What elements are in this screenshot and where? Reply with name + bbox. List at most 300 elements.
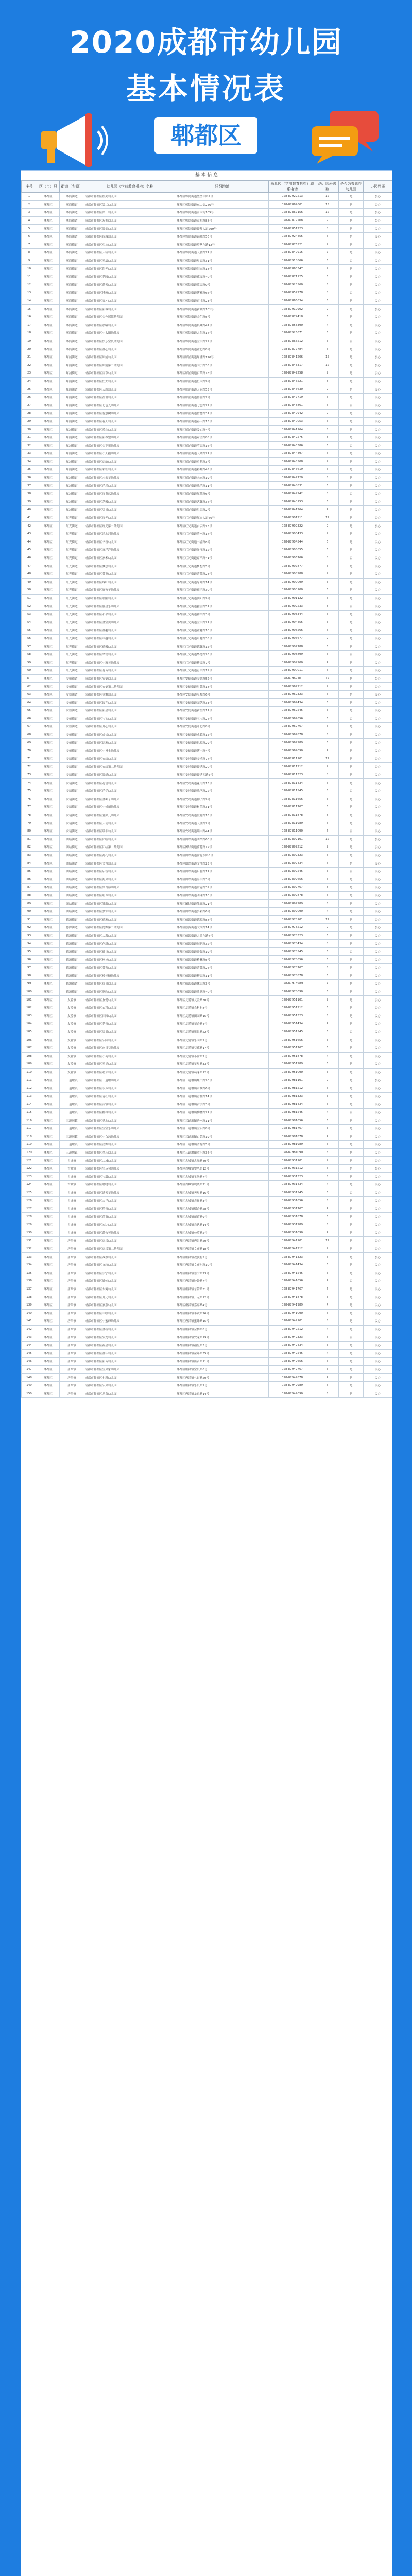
- table-cell: 成都市郫都区花园幼儿园: [84, 273, 176, 281]
- table-cell: 113: [22, 1092, 37, 1100]
- table-cell: 9: [22, 257, 37, 265]
- table-cell: 028-87840153: [269, 498, 316, 506]
- table-row: [22, 618, 392, 626]
- table-row: [22, 755, 392, 763]
- table-cell: 028-87962101: [269, 674, 316, 683]
- table-cell: 犀浦街道: [60, 466, 84, 474]
- table-cell: 郫都区: [37, 1349, 60, 1358]
- table-cell: 红光街道: [60, 530, 84, 538]
- table-cell: 古城镇: [60, 1189, 84, 1197]
- table-cell: 郫都区: [37, 642, 60, 651]
- table-cell: 郫都区三道堰镇青杠路14号: [176, 1092, 269, 1100]
- table-cell: 红光街道: [60, 667, 84, 675]
- table-cell: 成都市郫都区多彩幼儿园: [84, 907, 176, 916]
- table-cell: 郫都区: [37, 489, 60, 498]
- table-cell: 郫都区: [37, 1293, 60, 1301]
- table-cell: 成都市郫都区机关幼儿园: [84, 193, 176, 201]
- table-cell: 唐昌镇: [60, 1309, 84, 1317]
- table-cell: 成都市郫都区龙泉幼儿园: [84, 1389, 176, 1398]
- table-cell: 146: [22, 1358, 37, 1366]
- table-cell: 115: [22, 1108, 37, 1116]
- table-cell: 028-87811878: [269, 811, 316, 819]
- table-row: [22, 707, 392, 715]
- table-cell: 028-87892434: [269, 859, 316, 868]
- table-cell: 028-87900011: [269, 667, 316, 675]
- table-cell: 犀浦街道: [60, 489, 84, 498]
- table-cell: 137: [22, 1285, 37, 1293]
- table-cell: 郫都区安靖街道瑞丰路44号: [176, 827, 269, 835]
- table-cell: 成都市郫都区嘉嘉幼儿园: [84, 1301, 176, 1309]
- table-cell: 028-87892101: [269, 835, 316, 843]
- table-cell: 公办: [364, 514, 392, 522]
- table-cell: 是: [339, 200, 364, 209]
- table-cell: 6: [316, 626, 339, 635]
- table-cell: 是: [339, 884, 364, 892]
- table-cell: 唐昌镇: [60, 1381, 84, 1389]
- table-cell: 郫都区: [37, 586, 60, 595]
- table-cell: 郫都区: [37, 1381, 60, 1389]
- table-cell: 郫都区: [37, 835, 60, 843]
- table-cell: 6: [316, 851, 339, 859]
- table-cell: 民办: [364, 562, 392, 570]
- table-cell: 郫都区: [37, 1189, 60, 1197]
- table-cell: 郫都区: [37, 787, 60, 795]
- table-cell: 028-87931656: [269, 1197, 316, 1205]
- table-cell: 6: [316, 723, 339, 731]
- table-cell: 郫都区唐昌镇开元路12号: [176, 1293, 269, 1301]
- table-cell: 郫都区: [37, 522, 60, 530]
- table-cell: 犀浦街道: [60, 450, 84, 458]
- table-cell: 18: [22, 329, 37, 337]
- table-cell: 是: [339, 1084, 364, 1092]
- table-cell: 成都市郫都区柳林幼儿园: [84, 1108, 176, 1116]
- table-cell: 团结街道: [60, 900, 84, 908]
- table-cell: 民办: [364, 827, 392, 835]
- table-cell: 犀浦街道: [60, 410, 84, 418]
- table-cell: 友爱镇: [60, 996, 84, 1004]
- table-cell: 郫都区: [37, 297, 60, 305]
- table-row: [22, 578, 392, 586]
- table-cell: 成都市郫都区童年幼儿园: [84, 1349, 176, 1358]
- table-cell: 成都市郫都区雏鹰幼儿园: [84, 900, 176, 908]
- table-cell: 郫都区三道堰镇水乡路6号: [176, 1084, 269, 1092]
- table-cell: 郫筒街道: [60, 200, 84, 209]
- table-cell: 是: [339, 345, 364, 353]
- table-cell: 是: [339, 1381, 364, 1389]
- table-cell: 郫都区: [37, 538, 60, 546]
- table-cell: 安靖街道: [60, 827, 84, 835]
- table-cell: 028-87931545: [269, 1189, 316, 1197]
- table-cell: 团结街道: [60, 867, 84, 875]
- table-cell: 028-87962878: [269, 731, 316, 739]
- table-cell: 成都市郫都区常青藤幼儿园: [84, 884, 176, 892]
- table-row: [22, 658, 392, 667]
- table-row: [22, 426, 392, 434]
- table-cell: 107: [22, 1044, 37, 1052]
- table-cell: 郫都区: [37, 1068, 60, 1076]
- table-cell: 郫都区德源街道硅谷路19号: [176, 947, 269, 956]
- table-cell: 39: [22, 498, 37, 506]
- table-row: [22, 811, 392, 819]
- table-cell: 4: [316, 506, 339, 514]
- table-cell: 成都市郫都区丰收幼儿园: [84, 1309, 176, 1317]
- table-cell: 成都市郫都区荷花幼儿园: [84, 851, 176, 859]
- table-cell: 郫都区三道堰镇柳林路27号: [176, 1108, 269, 1116]
- table-cell: 5: [316, 1317, 339, 1326]
- table-cell: 郫都区犀浦街道彩虹路45号: [176, 466, 269, 474]
- table-cell: 红光街道: [60, 586, 84, 595]
- table-cell: 民办: [364, 1365, 392, 1374]
- table-cell: 郫都区: [37, 1261, 60, 1269]
- table-cell: 是: [339, 1020, 364, 1028]
- table-cell: 郫都区: [37, 875, 60, 884]
- table-cell: 郫筒街道: [60, 216, 84, 225]
- table-cell: 公办: [364, 916, 392, 924]
- table-row: [22, 442, 392, 450]
- table-cell: 是: [339, 771, 364, 779]
- table-cell: 郫都区: [37, 273, 60, 281]
- megaphone-icon: [36, 108, 113, 170]
- table-cell: 5: [316, 578, 339, 586]
- table-cell: 唐昌镇: [60, 1358, 84, 1366]
- table-cell: 5: [316, 281, 339, 289]
- table-row: [22, 1060, 392, 1069]
- table-cell: 公办: [364, 216, 392, 225]
- table-cell: 民办: [364, 1036, 392, 1044]
- table-cell: 成都市郫都区红黄蓝幼儿园: [84, 489, 176, 498]
- table-cell: 民办: [364, 803, 392, 811]
- table-cell: 6: [316, 329, 339, 337]
- table-cell: 是: [339, 900, 364, 908]
- column-header: 区（市）县: [37, 181, 60, 193]
- table-cell: 郫都区红光街道朝阳路9号: [176, 594, 269, 602]
- table-cell: 028-87902233: [269, 602, 316, 611]
- table-cell: 5: [316, 337, 339, 345]
- table-cell: 民办: [364, 321, 392, 329]
- table-cell: 郫都区犀浦街道恒大路9号: [176, 377, 269, 385]
- table-cell: 028-87942212: [269, 1325, 316, 1333]
- table-cell: 民办: [364, 1301, 392, 1309]
- table-cell: 郫都区: [37, 771, 60, 779]
- table-cell: 郫都区: [37, 225, 60, 233]
- table-cell: 6: [316, 1116, 339, 1125]
- table-cell: 5: [316, 867, 339, 875]
- table-cell: 郫都区: [37, 859, 60, 868]
- table-cell: 成都市郫都区快乐宝贝幼儿园: [84, 337, 176, 345]
- table-cell: 郫都区: [37, 618, 60, 626]
- table-cell: 成都市郫都区菁英幼儿园: [84, 570, 176, 578]
- table-cell: 成都市郫都区雅居乐幼儿园: [84, 602, 176, 611]
- table-cell: 是: [339, 956, 364, 964]
- table-cell: 是: [339, 875, 364, 884]
- table-cell: 郫都区安靖街道乐学路22号: [176, 787, 269, 795]
- table-cell: 成都市郫都区格林幼儿园: [84, 956, 176, 964]
- table-cell: 成都市郫都区贝贝幼儿园: [84, 506, 176, 514]
- table-cell: 028-87981767: [269, 1124, 316, 1132]
- table-cell: 028-87962989: [269, 739, 316, 747]
- table-cell: 成都市郫都区苗苗幼儿园: [84, 1213, 176, 1221]
- table-cell: 028-87849942: [269, 410, 316, 418]
- table-cell: 郫都区犀浦街道苹果路16号: [176, 442, 269, 450]
- table-cell: 是: [339, 642, 364, 651]
- table-cell: 郫筒街道: [60, 273, 84, 281]
- table-cell: 郫都区: [37, 433, 60, 442]
- table-row: [22, 602, 392, 611]
- table-cell: 028-87978434: [269, 940, 316, 948]
- table-cell: 郫都区: [37, 1044, 60, 1052]
- table-cell: 郫都区德源街道优贝路3号: [176, 980, 269, 988]
- table-cell: 犀浦街道: [60, 506, 84, 514]
- table-row: [22, 1052, 392, 1060]
- table-cell: 古城镇: [60, 1157, 84, 1165]
- table-cell: 郫筒街道: [60, 249, 84, 257]
- table-cell: 12: [316, 209, 339, 217]
- table-cell: 028-87907877: [269, 562, 316, 570]
- table-cell: 66: [22, 715, 37, 723]
- table-cell: 红光街道: [60, 658, 84, 667]
- table-cell: 民办: [364, 554, 392, 562]
- table-cell: 028-87841164: [269, 426, 316, 434]
- table-cell: 团结街道: [60, 875, 84, 884]
- table-cell: 028-87811545: [269, 787, 316, 795]
- table-cell: 成都市郫都区清源幼儿园: [84, 1141, 176, 1149]
- table-cell: 三道堰镇: [60, 1124, 84, 1132]
- table-row: [22, 827, 392, 835]
- table-cell: 028-87892090: [269, 907, 316, 916]
- table-row: [22, 514, 392, 522]
- table-row: [22, 506, 392, 514]
- table-cell: 郫都区唐昌镇龙泉路14号: [176, 1389, 269, 1398]
- table-cell: 54: [22, 618, 37, 626]
- table-cell: 红光街道: [60, 570, 84, 578]
- table-cell: 成都市郫都区朝阳幼儿园: [84, 594, 176, 602]
- table-cell: 是: [339, 1164, 364, 1173]
- table-cell: 郫都区德源街道创新路32号: [176, 940, 269, 948]
- table-cell: 安靖街道: [60, 755, 84, 763]
- table-cell: 唐昌镇: [60, 1317, 84, 1326]
- table-cell: 友爱镇: [60, 1020, 84, 1028]
- table-cell: 犀浦街道: [60, 473, 84, 482]
- table-cell: 028-87909900: [269, 658, 316, 667]
- table-row: [22, 1358, 392, 1366]
- table-cell: 郫都区: [37, 996, 60, 1004]
- table-row: [22, 297, 392, 305]
- table-row: [22, 401, 392, 410]
- table-cell: 是: [339, 426, 364, 434]
- table-cell: 135: [22, 1269, 37, 1277]
- table-cell: 9: [316, 843, 339, 852]
- table-cell: 否: [339, 1028, 364, 1036]
- table-cell: 德源街道: [60, 980, 84, 988]
- table-cell: 否: [339, 554, 364, 562]
- table-cell: 安德街道: [60, 723, 84, 731]
- table-cell: 105: [22, 1028, 37, 1036]
- table-cell: 是: [339, 466, 364, 474]
- table-cell: 民办: [364, 667, 392, 675]
- table-cell: 友爱镇: [60, 1052, 84, 1060]
- table-row: [22, 562, 392, 570]
- table-cell: 12: [316, 674, 339, 683]
- table-cell: 6: [316, 1060, 339, 1069]
- table-cell: 028-87951434: [269, 1020, 316, 1028]
- table-cell: 郫都区: [37, 216, 60, 225]
- table-cell: 成都市郫都区望丛祠幼儿园: [84, 1164, 176, 1173]
- table-row: [22, 907, 392, 916]
- table-cell: 郫都区安靖街道花语路13号: [176, 779, 269, 787]
- table-cell: 028-87849942: [269, 489, 316, 498]
- table-cell: 028-87872208: [269, 216, 316, 225]
- table-cell: 民办: [364, 747, 392, 755]
- table-cell: 028-87941101: [269, 1237, 316, 1245]
- table-cell: 4: [316, 1325, 339, 1333]
- table-cell: 郫都区犀浦街道红蓝路6号: [176, 489, 269, 498]
- table-cell: 12: [316, 916, 339, 924]
- table-cell: 028-87841264: [269, 506, 316, 514]
- table-cell: 2: [22, 200, 37, 209]
- table-row: [22, 650, 392, 658]
- table-cell: 成都市郫都区蒲公英幼儿园: [84, 1229, 176, 1237]
- table-cell: 6: [316, 819, 339, 827]
- table-row: [22, 1181, 392, 1189]
- table-cell: 9: [316, 410, 339, 418]
- table-cell: 90: [22, 907, 37, 916]
- table-cell: 028-87941323: [269, 1253, 316, 1261]
- table-cell: 民办: [364, 433, 392, 442]
- table-cell: 郫都区安德街道新星路11号: [176, 707, 269, 715]
- table-cell: 郫都区友爱镇小荷路2号: [176, 1052, 269, 1060]
- table-cell: 郫都区: [37, 931, 60, 940]
- table-cell: 8: [316, 771, 339, 779]
- table-cell: 028-87871125: [269, 273, 316, 281]
- table-cell: 民办: [364, 489, 392, 498]
- table-cell: 028-87962434: [269, 699, 316, 707]
- table-cell: 是: [339, 1124, 364, 1132]
- table-cell: 028-87981101: [269, 1076, 316, 1084]
- table-cell: 是: [339, 1052, 364, 1060]
- table-cell: 郫都区: [37, 1157, 60, 1165]
- table-cell: 028-87811656: [269, 795, 316, 803]
- table-row: [22, 1309, 392, 1317]
- table-cell: 民办: [364, 546, 392, 554]
- table-cell: 安德街道: [60, 739, 84, 747]
- table-cell: 成都市郫都区开元幼儿园: [84, 1293, 176, 1301]
- table-cell: 成都市郫都区文庙幼儿园: [84, 1261, 176, 1269]
- table-cell: 12: [316, 361, 339, 369]
- table-cell: 郫都区郫筒街道南大街105号: [176, 209, 269, 217]
- table-cell: 成都市郫都区红光第二幼儿园: [84, 522, 176, 530]
- table-cell: 34: [22, 457, 37, 466]
- table-cell: 成都市郫都区开心幼儿园: [84, 723, 176, 731]
- table-cell: 郫都区安靖街道爱弥路16号: [176, 811, 269, 819]
- table-cell: 民办: [364, 1108, 392, 1116]
- table-cell: 028-87845521: [269, 377, 316, 385]
- table-cell: 郫都区安靖街道安靖路77号: [176, 755, 269, 763]
- table-cell: 成都市郫都区思源幼儿园: [84, 739, 176, 747]
- table-cell: 民办: [364, 345, 392, 353]
- table-cell: 成都市郫都区团结幼儿园: [84, 835, 176, 843]
- table-row: [22, 385, 392, 394]
- table-cell: 028-87931323: [269, 1173, 316, 1181]
- table-cell: 公办: [364, 361, 392, 369]
- table-cell: 是: [339, 538, 364, 546]
- table-cell: 民办: [364, 249, 392, 257]
- table-cell: 028-87962212: [269, 683, 316, 691]
- table-cell: 安德街道: [60, 674, 84, 683]
- table-cell: 028-87906677: [269, 634, 316, 642]
- table-cell: 成都市郫都区古城幼儿园: [84, 1157, 176, 1165]
- table-cell: 43: [22, 530, 37, 538]
- table-cell: 27: [22, 401, 37, 410]
- table-cell: 郫都区: [37, 578, 60, 586]
- table-row: [22, 634, 392, 642]
- table-cell: 郫都区: [37, 1317, 60, 1326]
- table-cell: 028-87962090: [269, 747, 316, 755]
- table-cell: 是: [339, 931, 364, 940]
- table-cell: 6: [316, 891, 339, 900]
- table-cell: 红光街道: [60, 602, 84, 611]
- table-cell: 唐昌镇: [60, 1301, 84, 1309]
- table-cell: 6: [316, 1358, 339, 1366]
- table-cell: 72: [22, 763, 37, 771]
- table-row: [22, 1148, 392, 1157]
- table-cell: 郫都区: [37, 843, 60, 852]
- table-cell: 028-87951656: [269, 1036, 316, 1044]
- table-cell: 郫都区: [37, 1253, 60, 1261]
- table-cell: 9: [316, 522, 339, 530]
- table-cell: 民办: [364, 900, 392, 908]
- table-cell: 否: [339, 650, 364, 658]
- table-cell: 团结街道: [60, 891, 84, 900]
- table-cell: 民办: [364, 1148, 392, 1157]
- table-cell: 团结街道: [60, 851, 84, 859]
- table-row: [22, 771, 392, 779]
- table-cell: 成都市郫都区犀浦第二幼儿园: [84, 361, 176, 369]
- table-row: [22, 739, 392, 747]
- table-cell: 是: [339, 747, 364, 755]
- table-cell: 028-87876521: [269, 241, 316, 249]
- table-cell: 028-87941434: [269, 1261, 316, 1269]
- table-row: [22, 1253, 392, 1261]
- table-cell: 28: [22, 410, 37, 418]
- table-cell: 郫都区: [37, 353, 60, 361]
- table-cell: 74: [22, 779, 37, 787]
- table-row: [22, 1044, 392, 1052]
- table-cell: 15: [316, 200, 339, 209]
- table-cell: 4: [22, 216, 37, 225]
- table-cell: 63: [22, 690, 37, 699]
- table-row: [22, 956, 392, 964]
- table-cell: 公办: [364, 1157, 392, 1165]
- table-cell: 郫都区红光街道嘉禾路41号: [176, 554, 269, 562]
- table-cell: 69: [22, 739, 37, 747]
- table-cell: 是: [339, 313, 364, 321]
- table-cell: 22: [22, 361, 37, 369]
- table-cell: 5: [316, 900, 339, 908]
- table-cell: 是: [339, 265, 364, 273]
- table-cell: 是: [339, 1309, 364, 1317]
- table-cell: 028-87892212: [269, 843, 316, 852]
- table-cell: 郫都区: [37, 1076, 60, 1084]
- table-cell: 郫都区: [37, 626, 60, 635]
- table-cell: 成都市郫都区宝贝家幼儿园: [84, 1365, 176, 1374]
- table-cell: 郫都区犀浦街道智慧路31号: [176, 410, 269, 418]
- table-cell: 是: [339, 506, 364, 514]
- table-cell: 77: [22, 803, 37, 811]
- table-cell: 郫都区: [37, 232, 60, 241]
- table-cell: 028-87978101: [269, 916, 316, 924]
- table-cell: 民办: [364, 1229, 392, 1237]
- table-cell: 是: [339, 1076, 364, 1084]
